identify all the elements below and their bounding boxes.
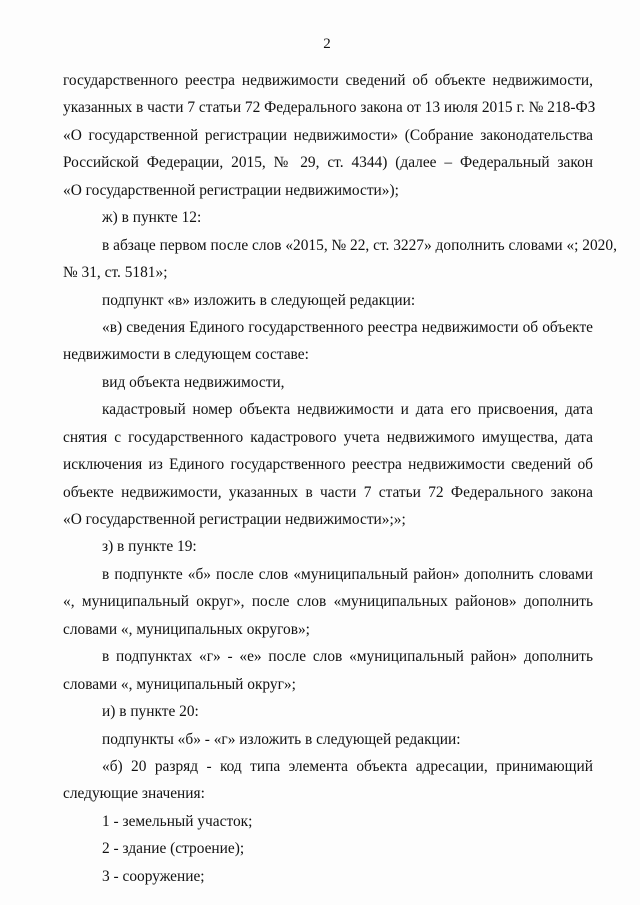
text-line: объекте недвижимости, указанных в части 7 статьи 72 Федерального закона: [63, 483, 593, 501]
text-line: в подпунктах «г» - «е» после слов «муниципальный район» дополнить: [102, 648, 593, 666]
text-line: кадастровый номер объекта недвижимости и дата его присвоения, дата: [102, 401, 593, 419]
text-line: 3 - сооружение;: [102, 867, 205, 885]
text-line: в абзаце первом после слов «2015, № 22, ст. 3227» дополнить словами «; 2020,: [102, 236, 617, 254]
text-line: з) в пункте 19:: [102, 538, 197, 556]
text-line: «в) сведения Единого государственного реестра недвижимости об объекте: [102, 318, 593, 336]
text-line: вид объекта недвижимости,: [102, 373, 285, 391]
text-line: снятия с государственного кадастрового учета недвижимого имущества, дата: [63, 428, 593, 446]
text-line: 2 - здание (строение);: [102, 840, 245, 858]
text-line: 1 - земельный участок;: [102, 812, 253, 830]
text-line: государственного реестра недвижимости сведений об объекте недвижимости,: [63, 72, 593, 89]
text-line: следующие значения:: [63, 785, 205, 803]
text-line: подпункты «б» - «г» изложить в следующей редакции:: [102, 730, 461, 748]
document-body: [63, 67, 617, 890]
text-line: указанных в части 7 статьи 72 Федерального закона от 13 июля 2015 г. № 218-ФЗ: [63, 99, 596, 117]
text-line: «О государственной регистрации недвижимости»;»;: [63, 511, 406, 528]
text-line: «О государственной регистрации недвижимости»);: [63, 181, 399, 199]
text-line: недвижимости в следующем составе:: [63, 346, 309, 364]
text-line: исключения из Единого государственного реестра недвижимости сведений об: [63, 456, 593, 474]
text-line: ж) в пункте 12:: [102, 209, 202, 227]
text-line: «б) 20 разряд - код типа элемента объекта адресации, принимающий: [102, 757, 593, 775]
text-line: Российской Федерации, 2015, № 29, ст. 4344) (далее – Федеральный закон: [63, 154, 593, 172]
text-line: словами «, муниципальных округов»;: [63, 620, 310, 638]
text-line: в подпункте «б» после слов «муниципальный район» дополнить словами: [102, 565, 593, 583]
text-line: и) в пункте 20:: [102, 703, 199, 721]
text-line: подпункт «в» изложить в следующей редакции:: [102, 291, 416, 309]
text-line: словами «, муниципальный округ»;: [63, 675, 296, 693]
text-line: «, муниципальный округ», после слов «муниципальных районов» дополнить: [63, 593, 593, 611]
text-line: «О государственной регистрации недвижимости» (Собрание законодательства: [63, 126, 593, 144]
page-number: 2: [323, 36, 331, 52]
text-line: № 31, ст. 5181»;: [63, 264, 168, 282]
